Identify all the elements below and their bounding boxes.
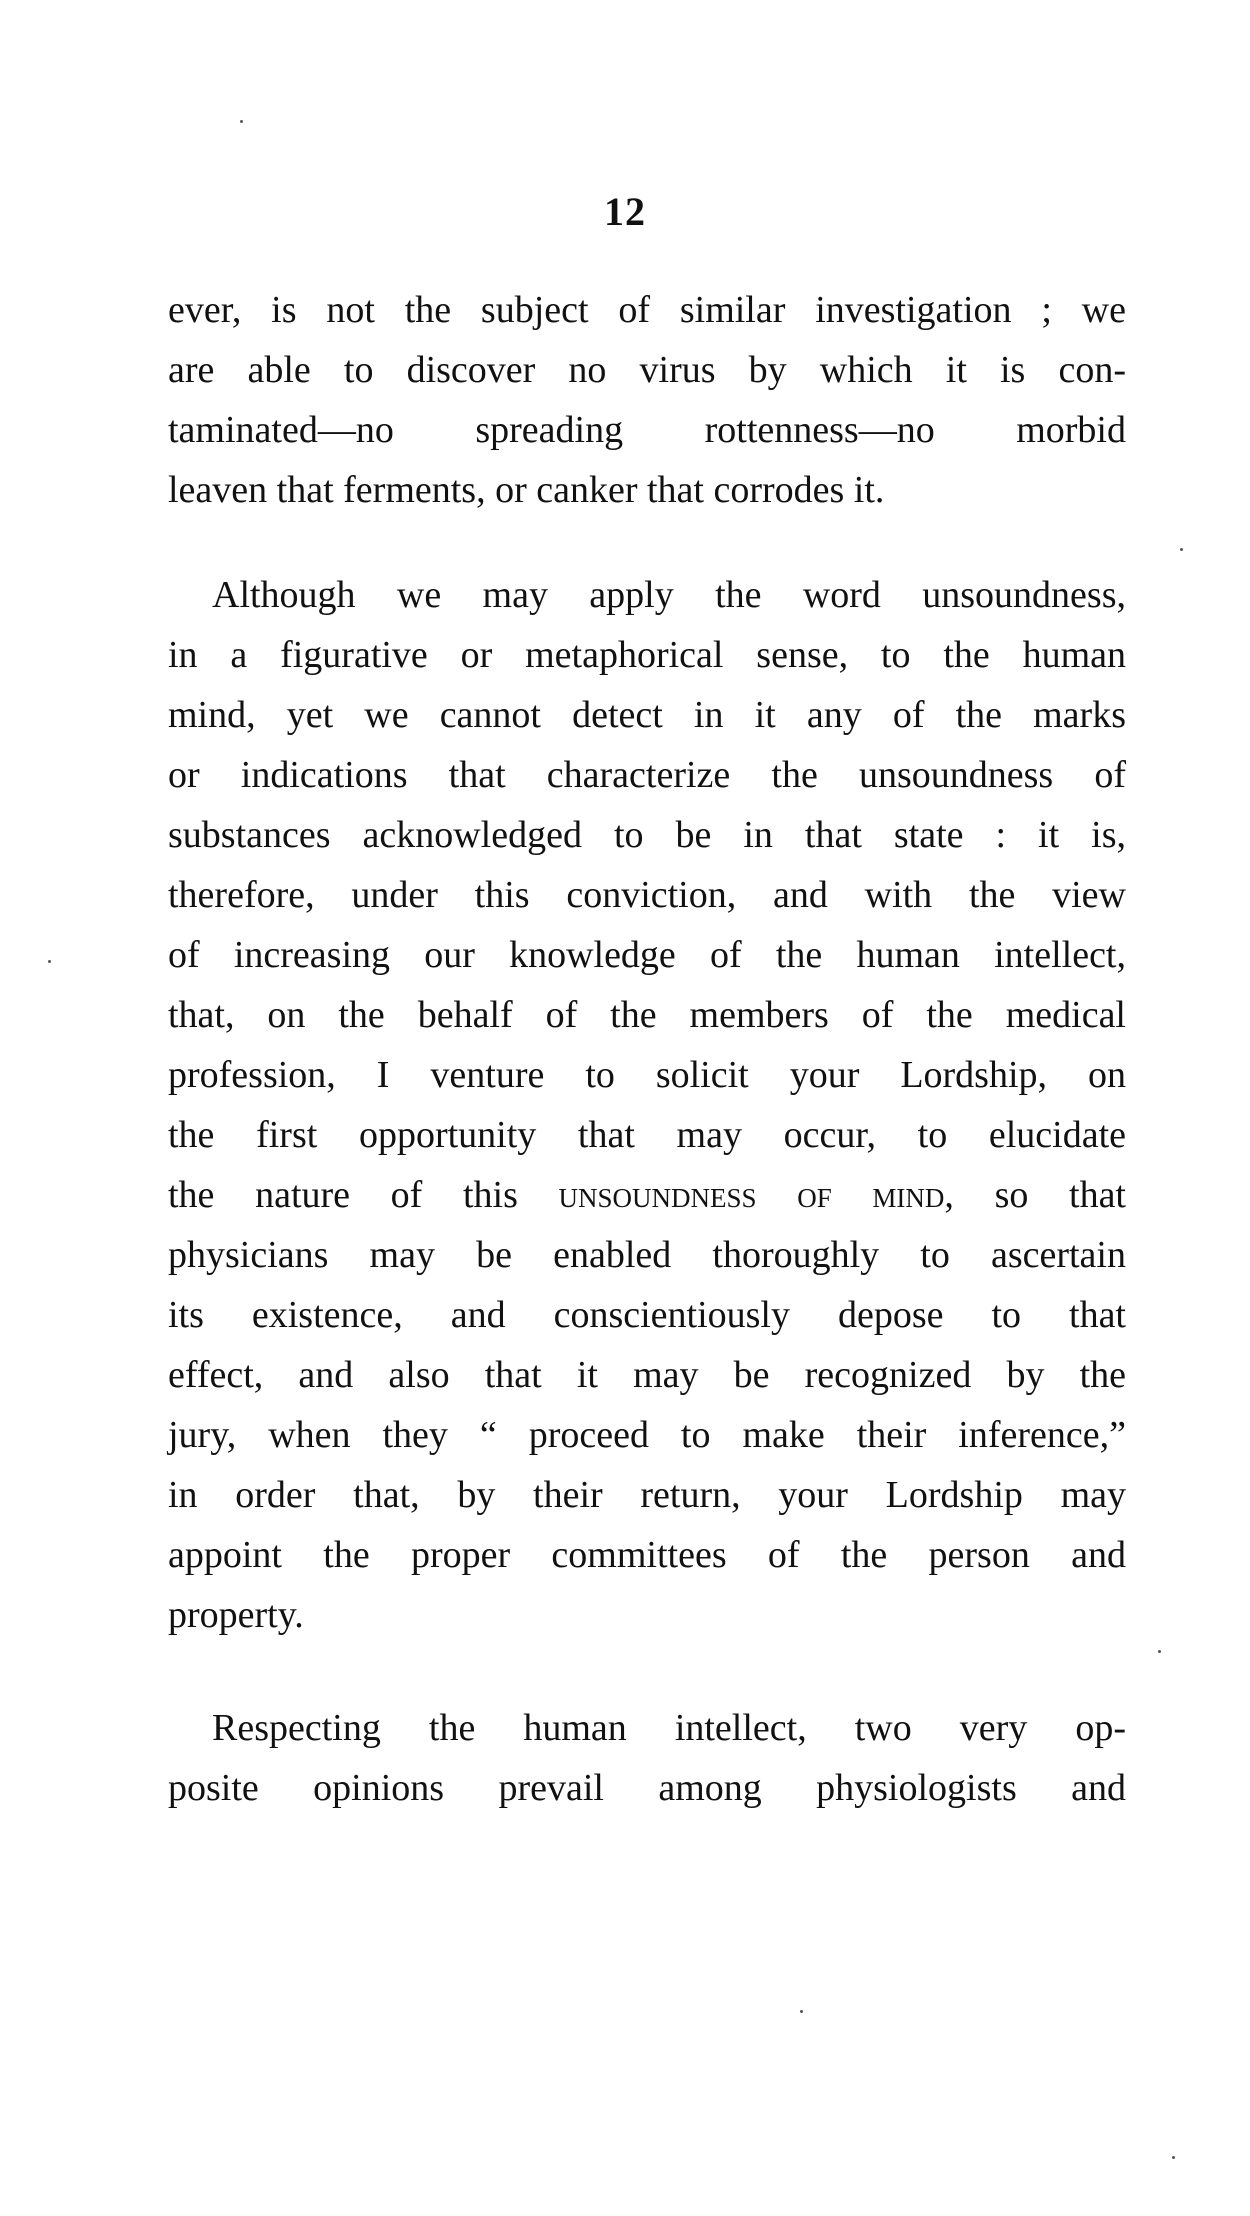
text-line-mixed bbox=[168, 1165, 1126, 1225]
text-line: or indications that characterize the unsoundness of bbox=[168, 754, 1126, 796]
text-line: that, on the behalf of the members of the medical bbox=[168, 994, 1126, 1036]
text-segment: the nature of this bbox=[168, 1174, 518, 1216]
text-line: property. bbox=[168, 1594, 304, 1636]
text-line: appoint the proper committees of the person and bbox=[168, 1534, 1126, 1576]
paragraph-2 bbox=[168, 565, 1126, 1645]
text-line: leaven that ferments, or canker that corrodes it. bbox=[168, 469, 885, 511]
page-number: 12 bbox=[604, 189, 646, 234]
text-line: are able to discover no virus by which it is con- bbox=[168, 349, 1126, 391]
paragraph-3 bbox=[168, 1698, 1126, 1818]
text-line: its existence, and conscientiously depose to that bbox=[168, 1294, 1126, 1336]
text-line: of increasing our knowledge of the human intellect, bbox=[168, 934, 1126, 976]
text-line: effect, and also that it may be recognized by the bbox=[168, 1354, 1126, 1396]
text-line: profession, I venture to solicit your Lordship, on bbox=[168, 1054, 1126, 1096]
text-line: physicians may be enabled thoroughly to ascertain bbox=[168, 1234, 1126, 1276]
text-line: therefore, under this conviction, and with the view bbox=[168, 874, 1126, 916]
text-line: posite opinions prevail among physiologists and bbox=[168, 1767, 1126, 1809]
scan-speck bbox=[48, 960, 51, 963]
text-line: substances acknowledged to be in that state : it is, bbox=[168, 814, 1126, 856]
text-line: ever, is not the subject of similar investigation ; we bbox=[168, 289, 1126, 331]
scan-speck bbox=[240, 120, 243, 123]
text-line: in a figurative or metaphorical sense, to the human bbox=[168, 634, 1126, 676]
scan-speck bbox=[1172, 2156, 1175, 2159]
scan-speck bbox=[1158, 1650, 1161, 1653]
text-line: jury, when they “ proceed to make their inference,” bbox=[168, 1414, 1126, 1456]
text-line: mind, yet we cannot detect in it any of the marks bbox=[168, 694, 1126, 736]
text-segment: so that bbox=[994, 1174, 1126, 1216]
text-line: the first opportunity that may occur, to elucidate bbox=[168, 1114, 1126, 1156]
text-line: in order that, by their return, your Lordship may bbox=[168, 1474, 1126, 1516]
paragraph-1 bbox=[168, 280, 1126, 520]
text-line: Although we may apply the word unsoundness, bbox=[212, 574, 1126, 616]
text-line: taminated—no spreading rottenness—no morbid bbox=[168, 409, 1126, 451]
scan-speck bbox=[800, 2010, 803, 2013]
text-line: Respecting the human intellect, two very op- bbox=[212, 1707, 1126, 1749]
small-caps-term: unsoundness of mind, bbox=[558, 1174, 954, 1216]
scan-speck bbox=[1180, 548, 1183, 551]
